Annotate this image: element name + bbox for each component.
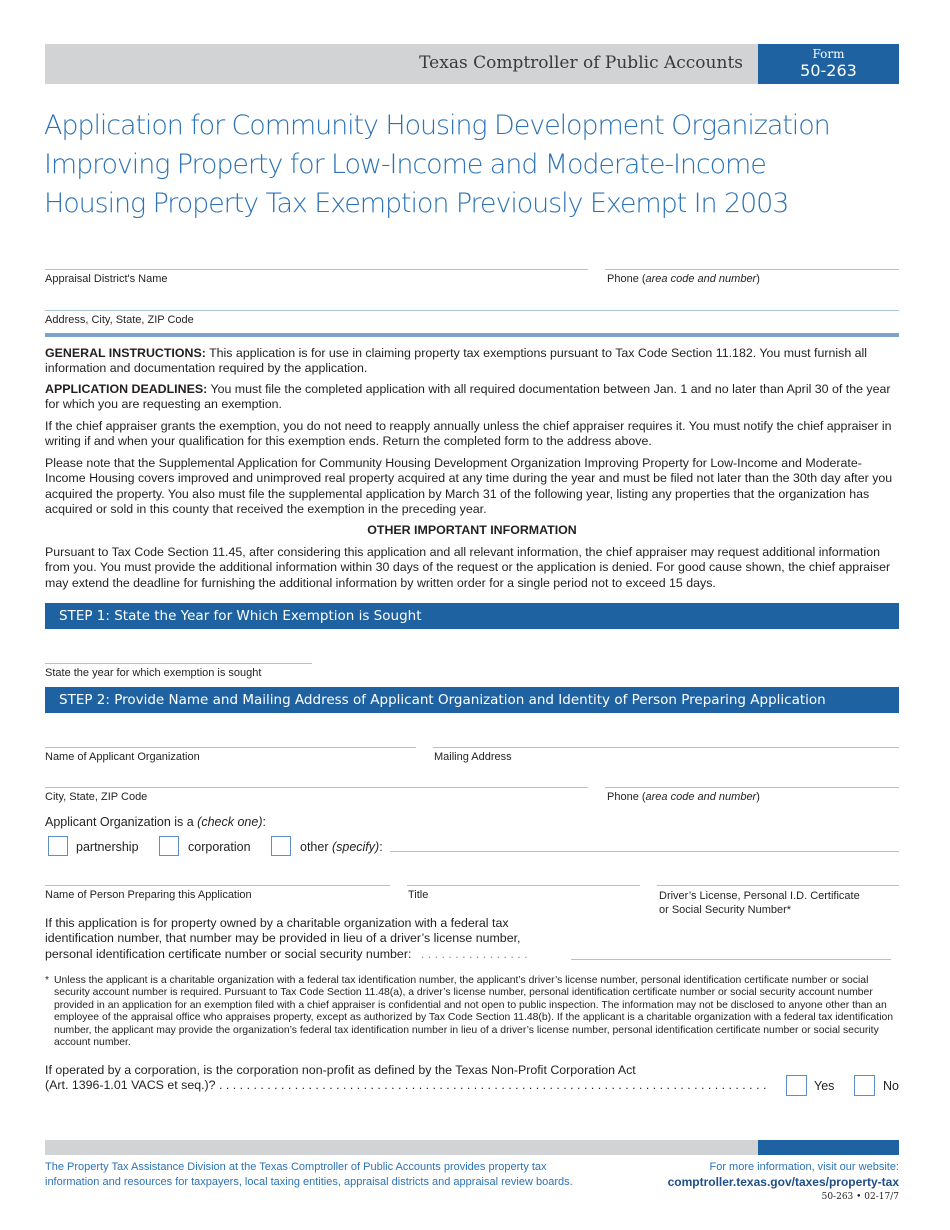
- website-link[interactable]: comptroller.texas.gov/taxes/property-tax: [667, 1175, 899, 1189]
- charity-tax-id-text: If this application is for property owned by a charitable organization with a federal tax identification number, that number may be provided in lieu of a driver’s license number, personal identification certificate number or social security number: . . . . . . . . . . . . . . . .: [45, 916, 528, 961]
- footer-description: The Property Tax Assistance Division at the Texas Comptroller of Public Accounts provides property tax information and resources for taxpayers, local taxing entities, appraisal districts and appraisal review boards.: [45, 1161, 573, 1188]
- other-specify-line[interactable]: [390, 851, 899, 852]
- district-name-label: Appraisal District's Name: [45, 273, 168, 285]
- nonprofit-yes-checkbox[interactable]: [786, 1075, 807, 1096]
- footer-band-blue: [758, 1140, 899, 1155]
- footnote: * Unless the applicant is a charitable organization with a federal tax identification number, the applicant’s driver’s license number, personal identification certificate number or social security account number is required. Pursuant to Tax Code Section 11.48(a), a driver’s license number, personal identification certificate number or social security account number provided in an application for an exemption filed with a chief appraiser is confidential and not open to public inspection. The information may not be disclosed to anyone other than an employee of the appraisal office who appraises property, except as authorized by Tax Code Section 11.48(b). If the applicant is a charitable organization with a federal tax identification number, the applicant may provide the organization’s federal tax identification number in lieu of a driver’s license number, personal identification certificate number or social security account number.: [45, 975, 894, 1049]
- partnership-checkbox[interactable]: [48, 836, 68, 856]
- nonprofit-question: If operated by a corporation, is the corporation non-profit as defined by the Texas Non-Profit Corporation Act (Art. 1396-1.01 VACS et seq.)? . . . . . . . . . . . . . . . . . . . . . . . . . . . . . . . . . . . . . . . . . . . . . . . . . . . . . . . . . . . . . . . . . . . . . . . . . . . . . . . .: [45, 1063, 767, 1093]
- org-name-label: Name of Applicant Organization: [45, 751, 200, 763]
- title-line-2: Improving Property for Low-Income and Moderate-Income: [44, 149, 766, 180]
- exemption-year-label: State the year for which exemption is sought: [45, 667, 262, 679]
- application-deadlines: APPLICATION DEADLINES: You must file the completed application with all required documentation between Jan. 1 and no later than April 30 of the year for which you are requesting an exemption.: [45, 382, 891, 412]
- district-name-line[interactable]: [45, 269, 588, 270]
- agency-name: Texas Comptroller of Public Accounts: [419, 53, 743, 73]
- org-type-prompt: Applicant Organization is a (check one):: [45, 815, 266, 829]
- form-title: [44, 106, 924, 223]
- district-phone-line[interactable]: [605, 269, 899, 270]
- footer-band-gray: [45, 1140, 758, 1155]
- title-line-3: Housing Property Tax Exemption Previously Exempt In 2003: [44, 188, 789, 219]
- footer-more-info: For more information, visit our website: comptroller.texas.gov/taxes/property-tax 50-263 • 02-17/7: [668, 1160, 899, 1205]
- federal-tax-id-line[interactable]: [571, 959, 891, 960]
- city-state-zip-line[interactable]: [45, 787, 588, 788]
- preparer-name-line[interactable]: [45, 885, 390, 886]
- other-label: other (specify):: [300, 840, 383, 854]
- corporation-checkbox[interactable]: [159, 836, 179, 856]
- form-label: Form: [812, 47, 845, 61]
- partnership-label: partnership: [76, 840, 139, 854]
- mailing-address-label: Mailing Address: [434, 751, 512, 763]
- nonprofit-yes-label: Yes: [814, 1079, 835, 1093]
- nonprofit-no-checkbox[interactable]: [854, 1075, 875, 1096]
- preparer-id-line[interactable]: [657, 885, 899, 886]
- district-address-line[interactable]: [45, 310, 899, 311]
- other-info-heading: OTHER IMPORTANT INFORMATION: [367, 523, 577, 537]
- corporation-label: corporation: [188, 840, 251, 854]
- form-revision-code: 50-263 • 02-17/7: [821, 1192, 899, 1202]
- nonprofit-no-label: No: [883, 1079, 899, 1093]
- district-address-label: Address, City, State, ZIP Code: [45, 314, 194, 326]
- org-name-line[interactable]: [45, 747, 416, 748]
- preparer-title-line[interactable]: [407, 885, 640, 886]
- applicant-phone-label: Phone (area code and number): [607, 791, 760, 803]
- supplemental-instructions: Please note that the Supplemental Application for Community Housing Development Organization Improving Property for Low-Income and Moderate-Income Housing covers improved and unimproved real property acquired at any time during the year and must be filed not later than the 30th day after you acquired the property. You also must file the supplemental application by March 31 of the following year, listing any properties that the organization has acquired or sold in this county that received the exemption in the preceding year.: [45, 456, 893, 517]
- form-number-box: [758, 44, 899, 84]
- city-state-zip-label: City, State, ZIP Code: [45, 791, 148, 803]
- preparer-id-label: Driver’s License, Personal I.D. Certificate or Social Security Number*: [659, 890, 860, 916]
- preparer-title-label: Title: [408, 889, 429, 901]
- reapply-instructions: If the chief appraiser grants the exemption, you do not need to reapply annually unless the chief appraiser requires it. You must notify the chief appraiser in writing if and when your qualification for this exemption ends. Return the completed form to the address above.: [45, 419, 892, 449]
- title-line-1: Application for Community Housing Development Organization: [44, 110, 830, 141]
- district-phone-label: Phone (area code and number): [607, 273, 760, 285]
- applicant-phone-line[interactable]: [605, 787, 899, 788]
- section-divider: [45, 333, 899, 337]
- form-number: 50-263: [800, 61, 857, 80]
- mailing-address-line[interactable]: [433, 747, 899, 748]
- preparer-name-label: Name of Person Preparing this Application: [45, 889, 252, 901]
- step2-heading: STEP 2: Provide Name and Mailing Address of Applicant Organization and Identity of Person Preparing Application: [45, 687, 899, 713]
- step1-heading: STEP 1: State the Year for Which Exemption is Sought: [45, 603, 899, 629]
- general-instructions: GENERAL INSTRUCTIONS: This application is for use in claiming property tax exemptions pursuant to Tax Code Section 11.182. You must furnish all information and documentation required by the application.: [45, 346, 868, 376]
- other-info-text: Pursuant to Tax Code Section 11.45, after considering this application and all relevant information, the chief appraiser may request additional information from you. You must provide the additional information within 30 days of the request or the application is denied. For good cause shown, the chief appraiser may extend the deadline for furnishing the additional information by written order for a single period not to exceed 15 days.: [45, 545, 891, 590]
- exemption-year-line[interactable]: [45, 663, 312, 664]
- other-checkbox[interactable]: [271, 836, 291, 856]
